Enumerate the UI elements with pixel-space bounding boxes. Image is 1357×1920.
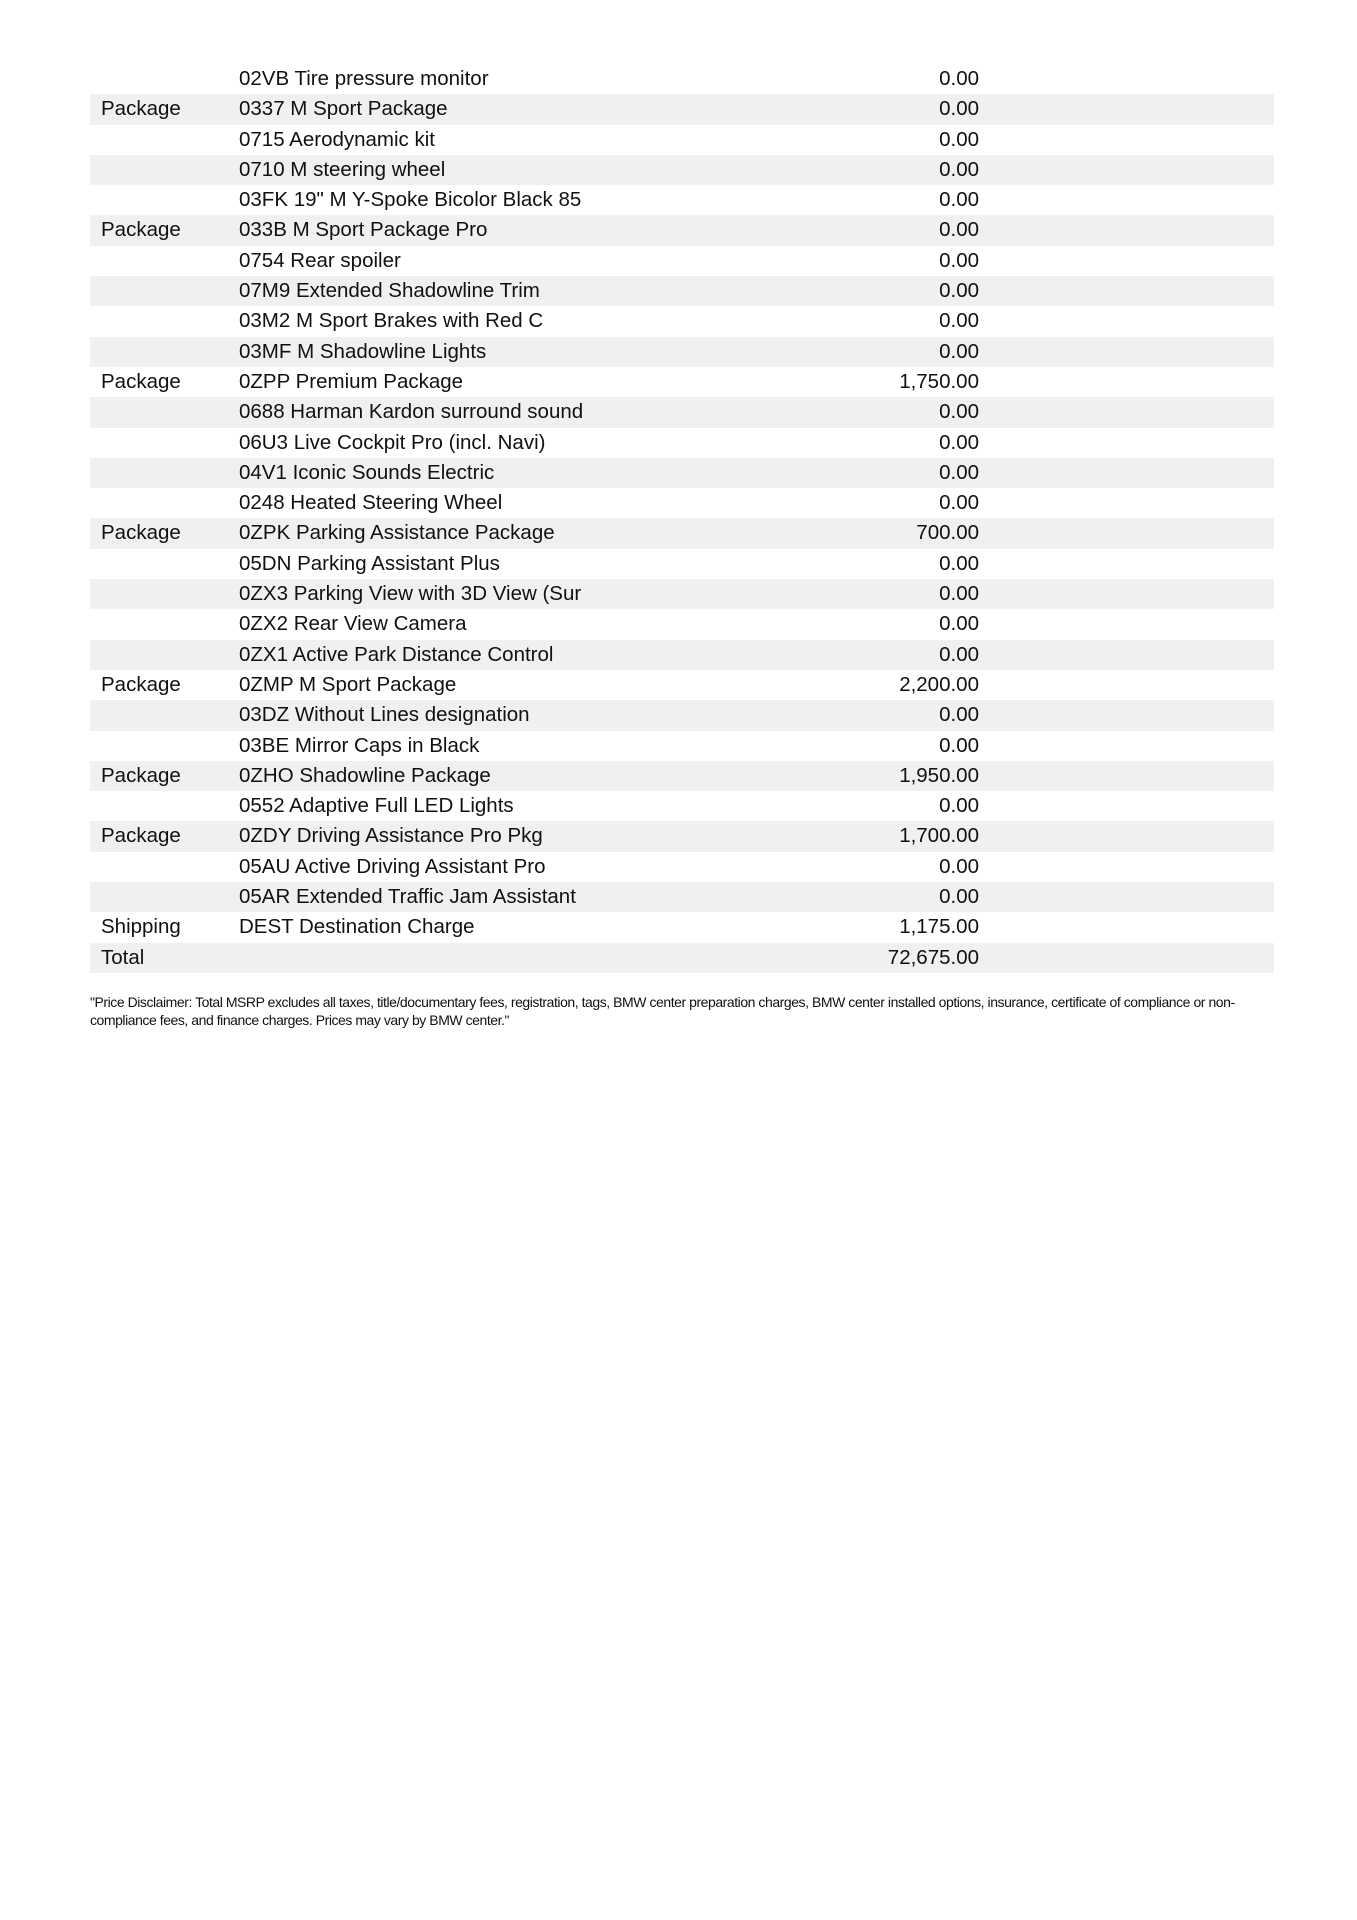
- price-cell: 0.00: [939, 339, 979, 363]
- description-cell: 0ZX1 Active Park Distance Control: [239, 642, 554, 666]
- price-cell: 0.00: [939, 157, 979, 181]
- category-cell: Package: [101, 672, 181, 696]
- table-row: [90, 579, 1274, 609]
- table-row: [90, 246, 1274, 276]
- price-cell: 0.00: [939, 279, 979, 303]
- description-cell: 03DZ Without Lines designation: [239, 703, 530, 727]
- table-row: [90, 882, 1274, 912]
- category-cell: Package: [101, 521, 181, 545]
- description-cell: 0ZMP M Sport Package: [239, 672, 457, 696]
- price-cell: 0.00: [939, 127, 979, 151]
- table-row: [90, 276, 1274, 306]
- description-cell: 05AR Extended Traffic Jam Assistant: [239, 885, 576, 909]
- table-row: [90, 700, 1274, 730]
- price-disclaimer: "Price Disclaimer: Total MSRP excludes all taxes, title/documentary fees, registration, tags, BMW center preparation charges, BMW center installed options, insurance, certificate of compliance or non-compliance fees, and finance charges. Prices may vary by BMW center.": [90, 993, 1235, 1028]
- category-cell: Package: [101, 97, 181, 121]
- description-cell: 0688 Harman Kardon surround sound: [239, 400, 584, 424]
- description-cell: 0ZDY Driving Assistance Pro Pkg: [239, 824, 543, 848]
- table-row: [90, 670, 1274, 700]
- table-row: [90, 912, 1274, 942]
- price-cell: 0.00: [939, 188, 979, 212]
- table-row: [90, 761, 1274, 791]
- description-cell: 03FK 19" M Y-Spoke Bicolor Black 85: [239, 188, 582, 212]
- price-cell: 0.00: [939, 885, 979, 909]
- description-cell: 0ZPP Premium Package: [239, 369, 464, 393]
- table-row: [90, 215, 1274, 245]
- description-cell: DEST Destination Charge: [239, 915, 475, 939]
- price-cell: 0.00: [939, 491, 979, 515]
- price-cell: 0.00: [939, 703, 979, 727]
- price-cell: 0.00: [939, 854, 979, 878]
- description-cell: 033B M Sport Package Pro: [239, 218, 488, 242]
- description-cell: 0552 Adaptive Full LED Lights: [239, 794, 514, 818]
- price-cell: 0.00: [939, 67, 979, 90]
- price-cell: 0.00: [939, 460, 979, 484]
- price-cell: 2,200.00: [899, 672, 979, 696]
- table-row: [90, 640, 1274, 670]
- description-cell: 02VB Tire pressure monitor: [239, 67, 489, 90]
- table-row: [90, 155, 1274, 185]
- description-cell: 05AU Active Driving Assistant Pro: [239, 854, 546, 878]
- description-cell: 0ZHO Shadowline Package: [239, 763, 491, 787]
- table-row: [90, 337, 1274, 367]
- price-cell: 0.00: [939, 309, 979, 333]
- table-row: [90, 185, 1274, 215]
- category-cell: Shipping: [101, 915, 181, 939]
- price-cell: 0.00: [939, 218, 979, 242]
- description-cell: 0ZX2 Rear View Camera: [239, 612, 467, 636]
- description-cell: 03BE Mirror Caps in Black: [239, 733, 480, 757]
- price-cell: 0.00: [939, 430, 979, 454]
- price-cell: 700.00: [916, 521, 979, 545]
- price-cell: 1,750.00: [899, 369, 979, 393]
- description-cell: 0ZPK Parking Assistance Package: [239, 521, 555, 545]
- table-row: [90, 428, 1274, 458]
- price-cell: 0.00: [939, 794, 979, 818]
- category-cell: Package: [101, 369, 181, 393]
- table-row: [90, 458, 1274, 488]
- description-cell: 03M2 M Sport Brakes with Red C: [239, 309, 544, 333]
- description-cell: 07M9 Extended Shadowline Trim: [239, 279, 540, 303]
- table-row: [90, 549, 1274, 579]
- description-cell: 0715 Aerodynamic kit: [239, 127, 436, 151]
- price-cell: 1,950.00: [899, 763, 979, 787]
- table-row: [90, 488, 1274, 518]
- price-cell: 0.00: [939, 642, 979, 666]
- description-cell: 0248 Heated Steering Wheel: [239, 491, 503, 515]
- price-cell: 0.00: [939, 582, 979, 606]
- total-label: Total: [101, 945, 145, 969]
- table-row: [90, 609, 1274, 639]
- table-row: [90, 125, 1274, 155]
- table-row: [90, 821, 1274, 851]
- category-cell: Package: [101, 763, 181, 787]
- price-cell: 0.00: [939, 248, 979, 272]
- total-price: 72,675.00: [887, 945, 979, 969]
- description-cell: 0754 Rear spoiler: [239, 248, 401, 272]
- table-row: [90, 518, 1274, 548]
- total-row: [90, 943, 1274, 973]
- description-cell: 0ZX3 Parking View with 3D View (Sur: [239, 582, 582, 606]
- price-cell: 0.00: [939, 551, 979, 575]
- table-row: [90, 367, 1274, 397]
- category-cell: Package: [101, 218, 181, 242]
- table-row: [90, 397, 1274, 427]
- table-row: [90, 64, 1274, 94]
- table-row: [90, 731, 1274, 761]
- price-cell: 0.00: [939, 400, 979, 424]
- price-cell: 0.00: [939, 612, 979, 636]
- price-cell: 0.00: [939, 733, 979, 757]
- category-cell: Package: [101, 824, 181, 848]
- description-cell: 06U3 Live Cockpit Pro (incl. Navi): [239, 430, 546, 454]
- table-row: [90, 94, 1274, 124]
- description-cell: 0337 M Sport Package: [239, 97, 448, 121]
- description-cell: 05DN Parking Assistant Plus: [239, 551, 500, 575]
- description-cell: 0710 M steering wheel: [239, 157, 446, 181]
- price-cell: 0.00: [939, 97, 979, 121]
- table-row: [90, 791, 1274, 821]
- price-cell: 1,700.00: [899, 824, 979, 848]
- price-sheet: [90, 64, 1274, 1029]
- price-table: [90, 64, 1274, 973]
- table-row: [90, 306, 1274, 336]
- description-cell: 04V1 Iconic Sounds Electric: [239, 460, 495, 484]
- description-cell: 03MF M Shadowline Lights: [239, 339, 487, 363]
- price-cell: 1,175.00: [899, 915, 979, 939]
- table-row: [90, 852, 1274, 882]
